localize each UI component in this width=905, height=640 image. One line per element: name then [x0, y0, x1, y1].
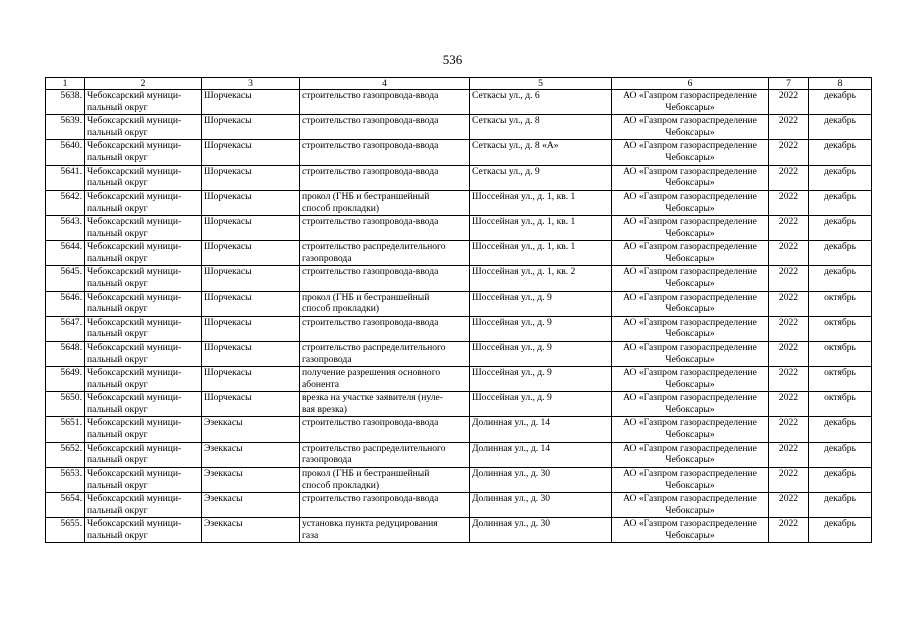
settlement-cell: Шорчекасы	[202, 266, 300, 291]
address-cell	[470, 442, 612, 467]
row-number-cell: 5655.	[46, 518, 85, 543]
district-cell-line: пальный округ	[87, 429, 148, 441]
work-type-cell-line: получение разрешения основного	[302, 367, 441, 379]
row-number-cell: 5651.	[46, 417, 85, 442]
owner-cell-line: АО «Газпром газораспределение	[623, 215, 757, 227]
work-type-cell-line: строительство газопровода-ввода	[302, 493, 439, 504]
table-row	[46, 266, 872, 291]
district-cell	[85, 190, 202, 215]
work-type-cell-line: строительство газопровода-ввода	[302, 266, 439, 278]
owner-cell-line: Чебоксары»	[665, 504, 715, 516]
year-cell: 2022	[769, 518, 809, 543]
work-type-cell-line: способ прокладки)	[302, 202, 380, 214]
table-row	[46, 442, 872, 467]
address-cell	[470, 215, 612, 240]
settlement-cell: Шорчекасы	[202, 291, 300, 316]
district-cell	[85, 291, 202, 316]
work-type-cell-line: строительство газопровода-ввода	[302, 316, 439, 328]
year-cell: 2022	[769, 215, 809, 240]
owner-cell-line: Чебоксары»	[665, 404, 715, 416]
district-cell-line: пальный округ	[87, 252, 148, 264]
owner-cell-line: АО «Газпром газораспределение	[623, 392, 757, 404]
year-cell: 2022	[769, 165, 809, 190]
district-cell-line: Чебоксарский муници-	[87, 266, 182, 278]
table-row	[46, 190, 872, 215]
address-cell-line: Шоссейная ул., д. 1, кв. 1	[472, 215, 576, 227]
month-cell: октябрь	[809, 392, 872, 417]
column-number: 6	[612, 78, 769, 90]
year-cell: 2022	[769, 140, 809, 165]
table-row	[46, 241, 872, 266]
table-row	[46, 518, 872, 543]
district-cell	[85, 417, 202, 442]
address-cell	[470, 165, 612, 190]
address-cell	[470, 392, 612, 417]
owner-cell	[612, 518, 769, 543]
owner-cell	[612, 392, 769, 417]
column-number: 5	[470, 78, 612, 90]
settlement-cell: Шорчекасы	[202, 341, 300, 366]
owner-cell-line: АО «Газпром газораспределение	[623, 190, 757, 202]
address-cell-line: Долинная ул., д. 30	[472, 518, 551, 530]
table-row	[46, 165, 872, 190]
district-cell-line: пальный округ	[87, 328, 148, 340]
work-type-cell-line: газопровода	[302, 252, 352, 264]
work-type-cell	[300, 493, 470, 518]
address-cell-line: Шоссейная ул., д. 9	[472, 367, 552, 379]
address-cell-line: Долинная ул., д. 14	[472, 417, 551, 429]
work-type-cell-line: строительство газопровода-ввода	[302, 165, 439, 177]
year-cell: 2022	[769, 367, 809, 392]
district-cell-line: пальный округ	[87, 353, 148, 365]
table-row	[46, 90, 872, 115]
owner-cell-line: Чебоксары»	[665, 328, 715, 340]
work-type-cell	[300, 215, 470, 240]
address-cell-line: Сеткасы ул., д. 8 «А»	[472, 140, 559, 152]
month-cell: декабрь	[809, 190, 872, 215]
table-row	[46, 467, 872, 492]
column-number-row	[46, 78, 872, 90]
work-type-cell	[300, 241, 470, 266]
table-row	[46, 417, 872, 442]
owner-cell-line: АО «Газпром газораспределение	[623, 493, 757, 504]
address-cell	[470, 291, 612, 316]
address-cell	[470, 241, 612, 266]
owner-cell	[612, 266, 769, 291]
month-cell: октябрь	[809, 341, 872, 366]
owner-cell-line: Чебоксары»	[665, 177, 715, 189]
district-cell-line: Чебоксарский муници-	[87, 190, 182, 202]
address-cell-line: Шоссейная ул., д. 9	[472, 316, 552, 328]
month-cell: декабрь	[809, 115, 872, 140]
district-cell-line: пальный округ	[87, 529, 148, 541]
address-cell-line: Шоссейная ул., д. 9	[472, 392, 552, 404]
table-row	[46, 115, 872, 140]
address-cell-line: Сеткасы ул., д. 6	[472, 90, 540, 101]
owner-cell-line: АО «Газпром газораспределение	[623, 417, 757, 429]
work-type-cell	[300, 316, 470, 341]
column-number: 8	[809, 78, 872, 90]
district-cell-line: Чебоксарский муници-	[87, 90, 182, 101]
district-cell-line: пальный округ	[87, 378, 148, 390]
row-number-cell: 5639.	[46, 115, 85, 140]
owner-cell	[612, 341, 769, 366]
owner-cell-line: АО «Газпром газораспределение	[623, 241, 757, 253]
work-type-cell	[300, 341, 470, 366]
owner-cell	[612, 215, 769, 240]
address-cell	[470, 493, 612, 518]
district-cell-line: пальный округ	[87, 479, 148, 491]
work-type-cell	[300, 140, 470, 165]
district-cell	[85, 115, 202, 140]
address-cell	[470, 367, 612, 392]
row-number-cell: 5638.	[46, 90, 85, 115]
address-cell	[470, 467, 612, 492]
district-cell-line: пальный округ	[87, 152, 148, 164]
work-type-cell-line: способ прокладки)	[302, 303, 380, 315]
column-number: 3	[202, 78, 300, 90]
address-cell	[470, 115, 612, 140]
owner-cell	[612, 442, 769, 467]
owner-cell-line: Чебоксары»	[665, 202, 715, 214]
district-cell	[85, 266, 202, 291]
district-cell-line: Чебоксарский муници-	[87, 518, 182, 530]
owner-cell-line: АО «Газпром газораспределение	[623, 291, 757, 303]
year-cell: 2022	[769, 90, 809, 115]
table-row	[46, 367, 872, 392]
owner-cell-line: Чебоксары»	[665, 252, 715, 264]
owner-cell-line: АО «Газпром газораспределение	[623, 266, 757, 278]
year-cell: 2022	[769, 417, 809, 442]
settlement-cell: Шорчекасы	[202, 316, 300, 341]
page-number: 536	[442, 52, 463, 67]
district-cell	[85, 316, 202, 341]
owner-cell-line: АО «Газпром газораспределение	[623, 367, 757, 379]
work-type-cell-line: газопровода	[302, 353, 352, 365]
owner-cell	[612, 115, 769, 140]
address-cell	[470, 140, 612, 165]
district-cell	[85, 442, 202, 467]
district-cell-line: Чебоксарский муници-	[87, 316, 182, 328]
year-cell: 2022	[769, 241, 809, 266]
row-number-cell: 5645.	[46, 266, 85, 291]
month-cell: декабрь	[809, 165, 872, 190]
month-cell: декабрь	[809, 417, 872, 442]
row-number-cell: 5649.	[46, 367, 85, 392]
owner-cell	[612, 291, 769, 316]
year-cell: 2022	[769, 493, 809, 518]
owner-cell-line: АО «Газпром газораспределение	[623, 90, 757, 101]
work-type-cell-line: строительство распределительного	[302, 442, 446, 454]
district-cell-line: пальный округ	[87, 202, 148, 214]
owner-cell-line: АО «Газпром газораспределение	[623, 467, 757, 479]
month-cell: октябрь	[809, 316, 872, 341]
month-cell: октябрь	[809, 367, 872, 392]
work-type-cell	[300, 392, 470, 417]
owner-cell	[612, 190, 769, 215]
row-number-cell: 5642.	[46, 190, 85, 215]
owner-cell-line: АО «Газпром газораспределение	[623, 442, 757, 454]
month-cell: декабрь	[809, 140, 872, 165]
work-type-cell-line: установка пункта редуцирования	[302, 518, 438, 530]
address-cell-line: Долинная ул., д. 14	[472, 442, 551, 454]
owner-cell-line: Чебоксары»	[665, 152, 715, 164]
work-type-cell	[300, 367, 470, 392]
settlement-cell: Эзеккасы	[202, 467, 300, 492]
work-type-cell	[300, 442, 470, 467]
work-type-cell-line: строительство распределительного	[302, 241, 446, 253]
district-cell-line: пальный округ	[87, 101, 148, 113]
year-cell: 2022	[769, 341, 809, 366]
column-number: 7	[769, 78, 809, 90]
district-cell-line: пальный округ	[87, 404, 148, 416]
register-table	[45, 77, 872, 543]
row-number-cell: 5641.	[46, 165, 85, 190]
year-cell: 2022	[769, 115, 809, 140]
owner-cell-line: АО «Газпром газораспределение	[623, 316, 757, 328]
work-type-cell-line: строительство газопровода-ввода	[302, 90, 439, 101]
month-cell: декабрь	[809, 241, 872, 266]
district-cell	[85, 367, 202, 392]
address-cell-line: Шоссейная ул., д. 1, кв. 2	[472, 266, 576, 278]
year-cell: 2022	[769, 392, 809, 417]
address-cell	[470, 417, 612, 442]
district-cell	[85, 140, 202, 165]
work-type-cell-line: прокол (ГНБ и бестраншейный	[302, 291, 430, 303]
address-cell	[470, 518, 612, 543]
row-number-cell: 5654.	[46, 493, 85, 518]
work-type-cell-line: абонента	[302, 378, 340, 390]
owner-cell-line: АО «Газпром газораспределение	[623, 341, 757, 353]
year-cell: 2022	[769, 266, 809, 291]
district-cell-line: Чебоксарский муници-	[87, 140, 182, 152]
work-type-cell	[300, 417, 470, 442]
owner-cell	[612, 241, 769, 266]
row-number-cell: 5644.	[46, 241, 85, 266]
district-cell	[85, 241, 202, 266]
owner-cell-line: АО «Газпром газораспределение	[623, 115, 757, 127]
year-cell: 2022	[769, 442, 809, 467]
settlement-cell: Эзеккасы	[202, 442, 300, 467]
district-cell-line: Чебоксарский муници-	[87, 417, 182, 429]
row-number-cell: 5643.	[46, 215, 85, 240]
owner-cell-line: АО «Газпром газораспределение	[623, 140, 757, 152]
table-row	[46, 493, 872, 518]
address-cell-line: Долинная ул., д. 30	[472, 493, 551, 504]
owner-cell	[612, 367, 769, 392]
table-row	[46, 316, 872, 341]
month-cell: декабрь	[809, 90, 872, 115]
owner-cell	[612, 316, 769, 341]
address-cell-line: Шоссейная ул., д. 9	[472, 341, 552, 353]
work-type-cell-line: строительство газопровода-ввода	[302, 215, 439, 227]
month-cell: октябрь	[809, 291, 872, 316]
row-number-cell: 5648.	[46, 341, 85, 366]
work-type-cell	[300, 190, 470, 215]
table-body	[46, 90, 872, 543]
owner-cell-line: Чебоксары»	[665, 303, 715, 315]
owner-cell-line: Чебоксары»	[665, 479, 715, 491]
month-cell: декабрь	[809, 266, 872, 291]
work-type-cell	[300, 291, 470, 316]
address-cell-line: Сеткасы ул., д. 8	[472, 115, 540, 127]
work-type-cell-line: прокол (ГНБ и бестраншейный	[302, 467, 430, 479]
work-type-cell-line: вая врезка)	[302, 404, 347, 416]
row-number-cell: 5650.	[46, 392, 85, 417]
owner-cell	[612, 140, 769, 165]
settlement-cell: Шорчекасы	[202, 241, 300, 266]
work-type-cell-line: строительство распределительного	[302, 341, 446, 353]
district-cell-line: пальный округ	[87, 177, 148, 189]
table-row	[46, 392, 872, 417]
district-cell-line: Чебоксарский муници-	[87, 493, 182, 504]
owner-cell-line: АО «Газпром газораспределение	[623, 165, 757, 177]
work-type-cell	[300, 266, 470, 291]
address-cell	[470, 341, 612, 366]
month-cell: декабрь	[809, 493, 872, 518]
month-cell: декабрь	[809, 518, 872, 543]
owner-cell-line: Чебоксары»	[665, 126, 715, 138]
settlement-cell: Эзеккасы	[202, 493, 300, 518]
work-type-cell-line: прокол (ГНБ и бестраншейный	[302, 190, 430, 202]
year-cell: 2022	[769, 316, 809, 341]
year-cell: 2022	[769, 190, 809, 215]
district-cell-line: пальный округ	[87, 504, 148, 516]
district-cell	[85, 467, 202, 492]
owner-cell-line: Чебоксары»	[665, 454, 715, 466]
district-cell-line: Чебоксарский муници-	[87, 241, 182, 253]
owner-cell-line: Чебоксары»	[665, 429, 715, 441]
district-cell-line: пальный округ	[87, 227, 148, 239]
owner-cell	[612, 90, 769, 115]
district-cell-line: Чебоксарский муници-	[87, 367, 182, 379]
owner-cell-line: Чебоксары»	[665, 353, 715, 365]
year-cell: 2022	[769, 291, 809, 316]
district-cell	[85, 165, 202, 190]
settlement-cell: Шорчекасы	[202, 90, 300, 115]
address-cell-line: Сеткасы ул., д. 9	[472, 165, 540, 177]
settlement-cell: Шорчекасы	[202, 165, 300, 190]
owner-cell	[612, 165, 769, 190]
work-type-cell-line: газа	[302, 529, 319, 541]
district-cell	[85, 493, 202, 518]
owner-cell-line: АО «Газпром газораспределение	[623, 518, 757, 530]
month-cell: декабрь	[809, 467, 872, 492]
district-cell	[85, 518, 202, 543]
district-cell	[85, 215, 202, 240]
row-number-cell: 5653.	[46, 467, 85, 492]
work-type-cell	[300, 467, 470, 492]
settlement-cell: Шорчекасы	[202, 392, 300, 417]
district-cell-line: пальный округ	[87, 454, 148, 466]
month-cell: декабрь	[809, 215, 872, 240]
table-row	[46, 341, 872, 366]
district-cell-line: пальный округ	[87, 126, 148, 138]
settlement-cell: Шорчекасы	[202, 190, 300, 215]
settlement-cell: Эзеккасы	[202, 417, 300, 442]
address-cell	[470, 316, 612, 341]
owner-cell	[612, 493, 769, 518]
settlement-cell: Шорчекасы	[202, 140, 300, 165]
row-number-cell: 5647.	[46, 316, 85, 341]
address-cell-line: Шоссейная ул., д. 9	[472, 291, 552, 303]
settlement-cell: Шорчекасы	[202, 215, 300, 240]
column-number: 1	[46, 78, 85, 90]
work-type-cell	[300, 518, 470, 543]
work-type-cell	[300, 165, 470, 190]
district-cell	[85, 90, 202, 115]
district-cell-line: Чебоксарский муници-	[87, 467, 182, 479]
district-cell-line: Чебоксарский муници-	[87, 291, 182, 303]
work-type-cell	[300, 115, 470, 140]
settlement-cell: Шорчекасы	[202, 367, 300, 392]
district-cell-line: Чебоксарский муници-	[87, 215, 182, 227]
column-number: 2	[85, 78, 202, 90]
work-type-cell-line: строительство газопровода-ввода	[302, 417, 439, 429]
row-number-cell: 5646.	[46, 291, 85, 316]
year-cell: 2022	[769, 467, 809, 492]
address-cell-line: Долинная ул., д. 30	[472, 467, 551, 479]
owner-cell-line: Чебоксары»	[665, 278, 715, 290]
address-cell	[470, 190, 612, 215]
district-cell	[85, 341, 202, 366]
table-row	[46, 215, 872, 240]
work-type-cell-line: строительство газопровода-ввода	[302, 140, 439, 152]
column-number: 4	[300, 78, 470, 90]
work-type-cell-line: врезка на участке заявителя (нуле-	[302, 392, 443, 404]
district-cell-line: пальный округ	[87, 303, 148, 315]
owner-cell-line: Чебоксары»	[665, 101, 715, 113]
work-type-cell-line: газопровода	[302, 454, 352, 466]
row-number-cell: 5652.	[46, 442, 85, 467]
district-cell-line: Чебоксарский муници-	[87, 341, 182, 353]
address-cell-line: Шоссейная ул., д. 1, кв. 1	[472, 190, 576, 202]
table-row	[46, 140, 872, 165]
address-cell	[470, 90, 612, 115]
district-cell	[85, 392, 202, 417]
owner-cell-line: Чебоксары»	[665, 378, 715, 390]
owner-cell-line: Чебоксары»	[665, 227, 715, 239]
owner-cell	[612, 417, 769, 442]
district-cell-line: Чебоксарский муници-	[87, 392, 182, 404]
month-cell: декабрь	[809, 442, 872, 467]
work-type-cell-line: способ прокладки)	[302, 479, 380, 491]
work-type-cell-line: строительство газопровода-ввода	[302, 115, 439, 127]
settlement-cell: Шорчекасы	[202, 115, 300, 140]
address-cell-line: Шоссейная ул., д. 1, кв. 1	[472, 241, 576, 253]
work-type-cell	[300, 90, 470, 115]
district-cell-line: Чебоксарский муници-	[87, 115, 182, 127]
row-number-cell: 5640.	[46, 140, 85, 165]
address-cell	[470, 266, 612, 291]
settlement-cell: Эзеккасы	[202, 518, 300, 543]
owner-cell-line: Чебоксары»	[665, 529, 715, 541]
owner-cell	[612, 467, 769, 492]
table-row	[46, 291, 872, 316]
district-cell-line: Чебоксарский муници-	[87, 442, 182, 454]
district-cell-line: пальный округ	[87, 278, 148, 290]
district-cell-line: Чебоксарский муници-	[87, 165, 182, 177]
